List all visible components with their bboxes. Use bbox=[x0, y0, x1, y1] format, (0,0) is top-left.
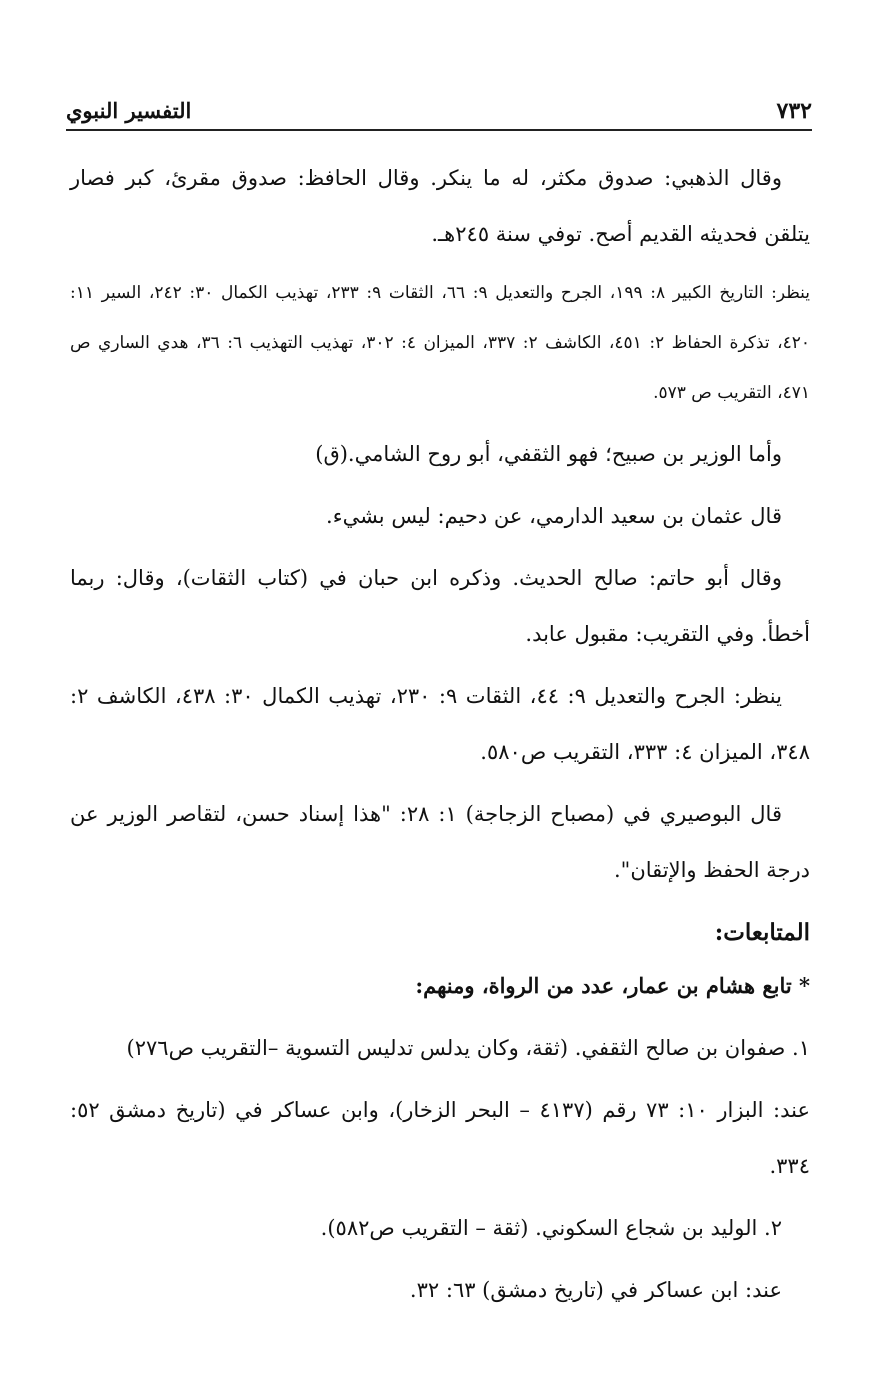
paragraph-darimi: قال عثمان بن سعيد الدارمي، عن دحيم: ليس بشيء. bbox=[326, 504, 782, 528]
paragraph-mutaba: * تابع هشام بن عمار، عدد من الرواة، ومنهم: bbox=[415, 973, 810, 998]
paragraph-abu-hatim: وقال أبو حاتم: صالح الحديث. وذكره ابن حبان في (كتاب الثقات)، وقال: ربما أخطأ. وفي التقريب: مقبول عابد. bbox=[70, 566, 810, 646]
page-number: ٧٣٢ bbox=[776, 98, 812, 124]
paragraph-dhahabi: وقال الذهبي: صدوق مكثر، له ما ينكر. وقال الحافظ: صدوق مقرئ، كبر فصار يتلقن فحديثه القديم أصح. توفي سنة ٢٤٥هـ. bbox=[70, 166, 810, 246]
list-item-walid: ٢. الوليد بن شجاع السكوني. (ثقة – التقريب ص٥٨٢). bbox=[320, 1216, 782, 1240]
header-divider bbox=[66, 129, 812, 131]
sources-paragraph-1: ينظر: التاريخ الكبير ٨: ١٩٩، الجرح والتعديل ٩: ٦٦، الثقات ٩: ٢٣٣، تهذيب الكمال ٣٠: ٢٤٢، السير ١١: ٤٢٠، تذكرة الحفاظ ٢: ٤٥١، الكاشف ٢: ٣٣٧، الميزان ٤: ٣٠٢، تهذيب التهذيب ٦: ٣٦، هدي الساري ص ٤٧١، التقريب ص ٥٧٣. bbox=[70, 283, 811, 403]
page-body bbox=[70, 150, 810, 1324]
running-title: التفسير النبوي bbox=[66, 98, 192, 123]
sources-paragraph-2: ينظر: الجرح والتعديل ٩: ٤٤، الثقات ٩: ٢٣٠، تهذيب الكمال ٣٠: ٤٣٨، الكاشف ٢: ٣٤٨، الميزان ٤: ٣٣٣، التقريب ص٥٨٠. bbox=[70, 684, 810, 764]
list-item-safwan: ١. صفوان بن صالح الثقفي. (ثقة، وكان يدلس تدليس التسوية –التقريب ص٢٧٦) bbox=[126, 1036, 810, 1060]
paragraph-bazzar: عند: البزار ١٠: ٧٣ رقم (٤١٣٧ – البحر الزخار)، وابن عساكر في (تاريخ دمشق ٥٢: ٣٣٤. bbox=[70, 1098, 810, 1178]
paragraph-ibn-asakir: عند: ابن عساكر في (تاريخ دمشق) ٦٣: ٣٢. bbox=[409, 1278, 782, 1302]
paragraph-wazir: وأما الوزير بن صبيح؛ فهو الثقفي، أبو روح الشامي.(ق) bbox=[315, 442, 782, 466]
paragraph-busiri: قال البوصيري في (مصباح الزجاجة) ١: ٢٨: "هذا إسناد حسن، لتقاصر الوزير عن درجة الحفظ والإتقان". bbox=[70, 802, 810, 882]
section-heading: المتابعات: bbox=[714, 919, 810, 946]
page-header bbox=[66, 98, 812, 126]
